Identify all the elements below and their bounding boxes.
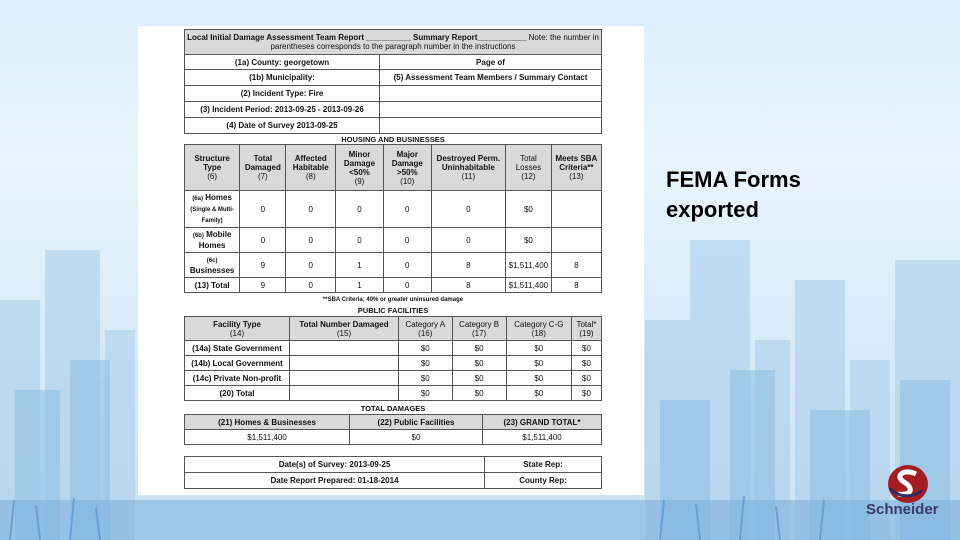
table-row: [185, 253, 602, 278]
blank-cell: [380, 102, 602, 118]
col-public-facilities: (22) Public Facilities: [350, 415, 483, 430]
table-cell: 8: [551, 253, 601, 278]
col-category-c-g: Category C-G (18): [506, 317, 571, 341]
table-cell: 8: [431, 278, 505, 293]
fema-form-sheet: [138, 26, 644, 495]
table-cell: $0: [506, 341, 571, 356]
table-cell: 0: [240, 228, 286, 253]
table-row: [185, 386, 602, 401]
total-damages-table: [184, 414, 602, 445]
logo-wordmark: Schneider: [866, 501, 939, 518]
caption-line-2: exported: [666, 197, 759, 222]
table-cell: $0: [452, 341, 506, 356]
table-row: [185, 430, 602, 445]
municipality-cell: (1b) Municipality:: [185, 70, 380, 86]
col-total-losses: Total Losses (12): [506, 145, 552, 191]
slide-caption: [666, 165, 866, 225]
sba-footnote: **SBA Criteria: 40% or greater uninsured damage: [322, 297, 464, 303]
structure-type-cell: (13) Total: [185, 278, 240, 293]
total-damages-section-title: TOTAL DAMAGES: [360, 404, 426, 413]
table-cell: $0: [571, 356, 601, 371]
table-cell: $0: [399, 386, 453, 401]
col-major-damage: Major Damage >50% (10): [383, 145, 431, 191]
table-row: [185, 191, 602, 228]
table-cell: $0: [399, 371, 453, 386]
table-cell: 0: [383, 278, 431, 293]
table-row: [185, 228, 602, 253]
form-title: Local Initial Damage Assessment Team Report __________ Summary Report___________: [187, 33, 527, 42]
table-cell: 0: [431, 228, 505, 253]
table-cell: [551, 191, 601, 228]
table-cell: 9: [240, 253, 286, 278]
table-cell: $0: [452, 371, 506, 386]
structure-type-cell: (6c) Businesses: [185, 253, 240, 278]
table-cell: $0: [506, 371, 571, 386]
table-cell: $0: [399, 341, 453, 356]
caption-line-1: FEMA Forms: [666, 167, 801, 192]
table-cell: 0: [240, 191, 286, 228]
table-cell: $0: [506, 228, 552, 253]
table-row: [185, 341, 602, 356]
col-total-damaged: Total Damaged (7): [240, 145, 286, 191]
header-info-table: [184, 29, 602, 134]
col-total-number-damaged: Total Number Damaged (15): [290, 317, 399, 341]
table-cell: 1: [336, 278, 384, 293]
table-cell: $1,511,400: [506, 253, 552, 278]
table-cell: [290, 356, 399, 371]
state-rep-cell: State Rep:: [485, 457, 602, 473]
table-cell: $0: [506, 191, 552, 228]
housing-table: [184, 144, 602, 293]
table-cell: $0: [350, 430, 483, 445]
incident-type-cell: (2) Incident Type: Fire: [185, 86, 380, 102]
col-grand-total: (23) GRAND TOTAL*: [483, 415, 602, 430]
table-cell: $0: [571, 341, 601, 356]
table-cell: 0: [286, 253, 336, 278]
table-cell: $0: [399, 356, 453, 371]
facility-label: (14c) Private Non-profit: [185, 371, 290, 386]
table-cell: 9: [240, 278, 286, 293]
col-minor-damage: Minor Damage <50% (9): [336, 145, 384, 191]
table-cell: 8: [551, 278, 601, 293]
table-cell: 0: [383, 253, 431, 278]
signoff-table: [184, 456, 602, 489]
table-cell: [551, 228, 601, 253]
survey-date-cell: (4) Date of Survey 2013-09-25: [185, 118, 380, 134]
table-cell: $1,511,400: [506, 278, 552, 293]
table-cell: [290, 386, 399, 401]
table-cell: $0: [506, 356, 571, 371]
table-cell: 0: [336, 228, 384, 253]
table-cell: 0: [336, 191, 384, 228]
col-affected-habitable: Affected Habitable (8): [286, 145, 336, 191]
report-prepared-cell: Date Report Prepared: 01-18-2014: [185, 473, 485, 489]
survey-dates-cell: Date(s) of Survey: 2013-09-25: [185, 457, 485, 473]
table-cell: $0: [571, 386, 601, 401]
county-rep-cell: County Rep:: [485, 473, 602, 489]
table-cell: 0: [431, 191, 505, 228]
table-cell: 0: [286, 191, 336, 228]
table-row: [185, 278, 602, 293]
table-cell: 0: [286, 228, 336, 253]
table-cell: 8: [431, 253, 505, 278]
table-cell: 0: [383, 228, 431, 253]
table-cell: [290, 371, 399, 386]
incident-period-cell: (3) Incident Period: 2013-09-25 - 2013-09-26: [185, 102, 380, 118]
table-cell: $0: [452, 386, 506, 401]
form-title-cell: [185, 30, 602, 55]
table-cell: [290, 341, 399, 356]
structure-type-cell: (6a) Homes (Single & Multi-Family): [185, 191, 240, 228]
housing-section-title: HOUSING AND BUSINESSES: [341, 135, 445, 144]
page-cell: Page of: [380, 55, 602, 70]
table-cell: $0: [571, 371, 601, 386]
table-cell: 1: [336, 253, 384, 278]
col-facility-type: Facility Type (14): [185, 317, 290, 341]
col-category-a: Category A (16): [399, 317, 453, 341]
form-note: Note: the number in parentheses corresponds to the paragraph number in the instructions: [270, 33, 599, 51]
facility-label: (14b) Local Government: [185, 356, 290, 371]
col-destroyed: Destroyed Perm. Uninhabitable (11): [431, 145, 505, 191]
blank-cell: [380, 118, 602, 134]
table-cell: 0: [383, 191, 431, 228]
table-row: [185, 371, 602, 386]
table-cell: $1,511,400: [185, 430, 350, 445]
table-row: [185, 356, 602, 371]
public-facilities-table: [184, 316, 602, 401]
col-category-b: Category B (17): [452, 317, 506, 341]
structure-type-cell: (6b) Mobile Homes: [185, 228, 240, 253]
table-cell: $0: [506, 386, 571, 401]
county-cell: (1a) County: georgetown: [185, 55, 380, 70]
facility-label: (20) Total: [185, 386, 290, 401]
col-meets-sba: Meets SBA Criteria** (13): [551, 145, 601, 191]
blank-cell: [380, 86, 602, 102]
table-cell: $0: [452, 356, 506, 371]
col-homes-businesses: (21) Homes & Businesses: [185, 415, 350, 430]
col-total: Total* (19): [571, 317, 601, 341]
public-section-title: PUBLIC FACILITIES: [357, 306, 429, 315]
team-members-cell: (5) Assessment Team Members / Summary Contact: [380, 70, 602, 86]
facility-label: (14a) State Government: [185, 341, 290, 356]
col-structure-type: Structure Type (6): [185, 145, 240, 191]
table-cell: $1,511,400: [483, 430, 602, 445]
table-cell: 0: [286, 278, 336, 293]
